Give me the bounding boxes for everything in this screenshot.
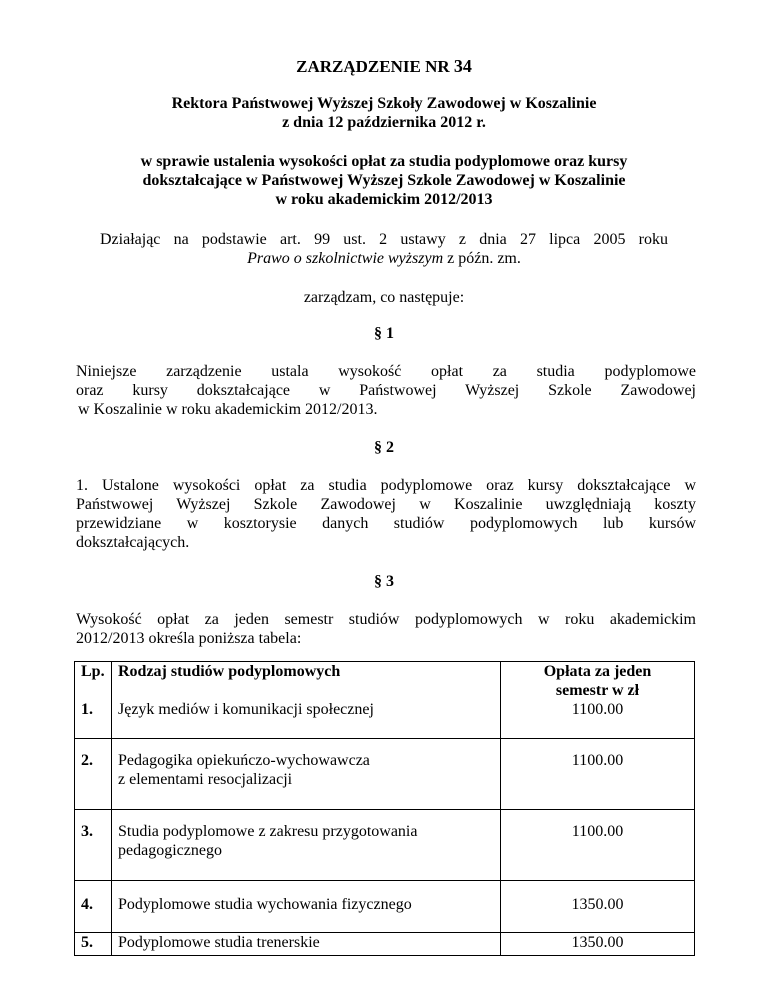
table-cell-fee <box>501 739 695 810</box>
fees-table <box>74 661 695 956</box>
row-name-line: pedagogicznego <box>118 842 222 859</box>
legal-act-name: Prawo o szkolnictwie wyższym <box>247 250 444 267</box>
table-cell-name <box>112 933 501 956</box>
row-lp: 4. <box>81 896 93 913</box>
row-fee: 1350.00 <box>571 896 624 913</box>
issuer: Rektora Państwowej Wyższej Szkoły Zawodowej w Koszalinie <box>171 95 597 112</box>
table-cell-fee <box>501 810 695 881</box>
row-lp: 1. <box>81 701 93 718</box>
table-cell-lp <box>75 933 112 956</box>
table-row <box>75 739 695 810</box>
header-fee-line-1: Opłata za jeden <box>543 663 652 680</box>
section-1-line-1: Niniejsze zarządzenie ustala wysokość opłat za studia podyplomowe <box>76 363 696 380</box>
table-cell-lp <box>75 739 112 810</box>
table-cell-lp <box>75 810 112 881</box>
section-1-line-3: w Koszalinie w roku akademickim 2012/2013. <box>78 401 378 418</box>
table-cell-fee <box>501 933 695 956</box>
section-2-line-2: Państwowej Wyższej Szkole Zawodowej w Koszalinie uwzględniają koszty <box>76 496 696 513</box>
row-name-line: Studia podyplomowe z zakresu przygotowania <box>118 823 418 840</box>
table-cell-name <box>112 662 501 739</box>
row-lp: 2. <box>81 752 93 769</box>
title-prefix: ZARZĄDZENIE NR <box>296 57 450 76</box>
section-3-line-1: Wysokość opłat za jeden semestr studiów podyplomowych w roku akademickim <box>76 611 696 628</box>
row-name-line: Podyplomowe studia wychowania fizycznego <box>118 896 412 913</box>
subject-line-3: w roku akademickim 2012/2013 <box>275 191 493 208</box>
row-fee: 1100.00 <box>571 823 624 840</box>
subject-line-1: w sprawie ustalenia wysokości opłat za studia podyplomowe oraz kursy <box>140 153 628 170</box>
row-lp: 3. <box>81 823 93 840</box>
table-cell-name <box>112 739 501 810</box>
row-name-line: z elementami resocjalizacji <box>118 771 293 788</box>
section-2-mark: § 2 <box>374 439 394 456</box>
table-cell-lp <box>75 881 112 933</box>
header-name: Rodzaj studiów podyplomowych <box>118 663 341 680</box>
issue-date: z dnia 12 października 2012 r. <box>282 114 486 131</box>
subject-line-2: dokształcające w Państwowej Wyższej Szkole Zawodowej w Koszalinie <box>142 172 626 189</box>
header-fee-line-2: semestr w zł <box>555 682 640 699</box>
table-cell-fee <box>501 662 695 739</box>
row-fee: 1100.00 <box>571 701 624 718</box>
document-title <box>0 56 768 77</box>
table-cell-name <box>112 810 501 881</box>
section-3-mark: § 3 <box>374 573 394 590</box>
header-lp: Lp. <box>81 663 105 680</box>
section-3-line-2: 2012/2013 określa poniższa tabela: <box>76 630 302 647</box>
section-1-line-2: oraz kursy dokształcające w Państwowej Wyższej Szkole Zawodowej <box>76 382 696 399</box>
row-name-line: Podyplomowe studia trenerskie <box>118 934 320 951</box>
table-cell-lp <box>75 662 112 739</box>
title-number: 34 <box>453 56 472 76</box>
table-row <box>75 810 695 881</box>
table-cell-name <box>112 881 501 933</box>
legal-basis-line-2 <box>0 249 768 269</box>
row-name-line: Język mediów i komunikacji społecznej <box>118 701 374 718</box>
section-1-mark: § 1 <box>374 325 394 342</box>
table-row <box>75 662 695 739</box>
legal-basis-line-1: Działając na podstawie art. 99 ust. 2 ustawy z dnia 27 lipca 2005 roku <box>100 231 668 248</box>
table-row <box>75 933 695 956</box>
section-2-line-1: 1. Ustalone wysokości opłat za studia podyplomowe oraz kursy dokształcające w <box>76 477 696 494</box>
table-row <box>75 881 695 933</box>
row-fee: 1350.00 <box>571 934 624 951</box>
row-name-line: Pedagogika opiekuńczo-wychowawcza <box>118 752 370 769</box>
table-cell-fee <box>501 881 695 933</box>
legal-act-suffix: z późn. zm. <box>447 250 521 267</box>
row-fee: 1100.00 <box>571 752 624 769</box>
decree-formula: zarządzam, co następuje: <box>303 289 465 306</box>
section-2-line-4: dokształcających. <box>76 534 190 551</box>
section-2-line-3: przewidziane w kosztorysie danych studiów podyplomowych lub kursów <box>76 515 696 532</box>
row-lp: 5. <box>81 934 93 951</box>
